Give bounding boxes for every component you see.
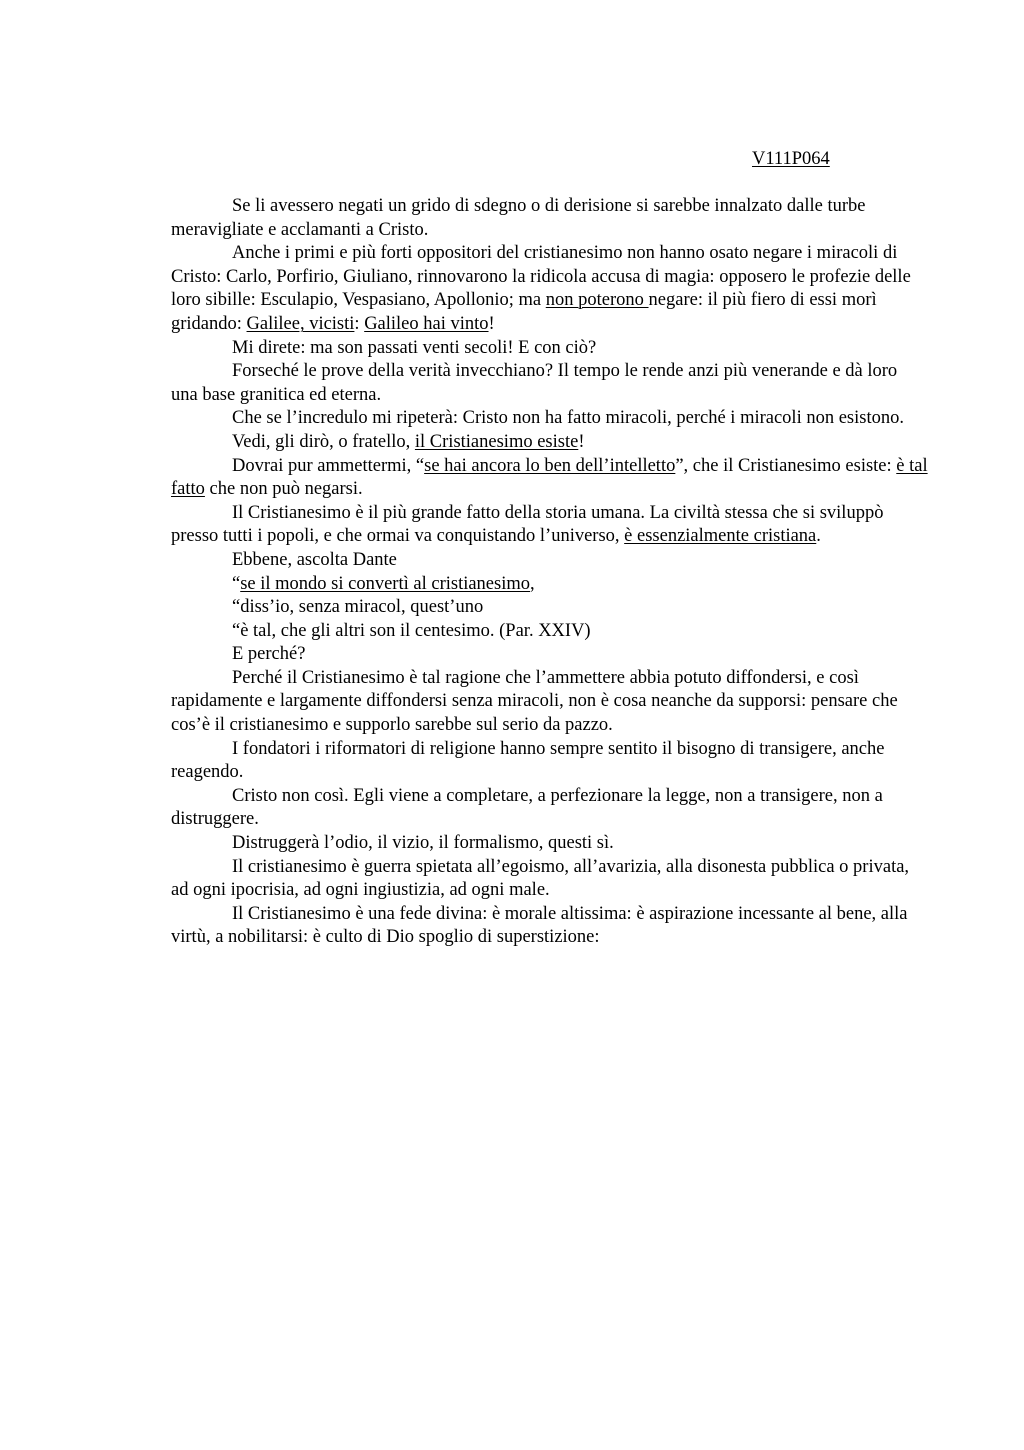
text-run: Vedi, gli dirò, o fratello,	[232, 431, 415, 452]
page-identifier: V111P064	[752, 149, 830, 169]
underlined-text: Galilee, vicisti	[246, 313, 355, 334]
body-text	[171, 195, 928, 950]
verse-line-2: “diss’io, senza miracol, quest’uno	[232, 597, 484, 618]
paragraph-14: Perché il Cristianesimo è tal ragione che l’ammettere abbia potuto diffondersi, e così rapidamente e largamente diffondersi senza miracoli, non è cosa neanche da supporsi: pensare che cos’è il cristianesimo e supporlo sarebbe sul serio da pazzo.	[171, 667, 898, 736]
underlined-text: Galileo hai vinto	[364, 313, 489, 334]
paragraph-18: Il cristianesimo è guerra spietata all’egoismo, all’avarizia, alla disonesta pubblica o privata, ad ogni ipocrisia, ad ogni ingiustizia, ad ogni male.	[171, 856, 910, 901]
paragraph-17: Distruggerà l’odio, il vizio, il formalismo, questi sì.	[232, 833, 614, 854]
text-run: !	[488, 313, 495, 334]
paragraph-15: I fondatori i riformatori di religione hanno sempre sentito il bisogno di transigere, anche reagendo.	[171, 738, 885, 783]
text-run: che non può negarsi.	[204, 479, 363, 500]
paragraph-8	[171, 502, 928, 549]
text-run: ,	[530, 573, 535, 594]
text-run: !	[578, 431, 585, 452]
paragraph-7	[171, 455, 928, 502]
text-run: .	[816, 526, 821, 547]
text-run: :	[354, 313, 365, 334]
text-run: Anche i primi e più forti oppositori del cristianesimo non hanno osato negare i miracoli di Cristo: Carlo, Porfirio, Giuliano, rinnovarono la ridicola accusa di magia: opposero le profezie delle loro sibille: Esculapio, Vespasiano, Apollonio; ma	[171, 243, 911, 311]
text-run: ”, che il Cristianesimo esiste:	[675, 455, 897, 476]
underlined-text: è essenzialmente cristiana	[624, 526, 817, 547]
paragraph-5: Che se l’incredulo mi ripeterà: Cristo non ha fatto miracoli, perché i miracoli non esistono.	[232, 408, 904, 429]
underlined-text: il Cristianesimo esiste	[414, 431, 579, 452]
text-run: Dovrai pur ammettermi, “	[232, 455, 425, 476]
paragraph-6	[171, 431, 928, 455]
paragraph-4: Forseché le prove della verità invecchiano? Il tempo le rende anzi più venerande e dà loro una base granitica ed eterna.	[171, 361, 898, 405]
paragraph-3: Mi direte: ma son passati venti secoli! E con ciò?	[232, 337, 597, 358]
paragraph-16: Cristo non così. Egli viene a completare, a perfezionare la legge, non a transigere, non a distruggere.	[171, 785, 883, 830]
paragraph-9: Ebbene, ascolta Dante	[232, 549, 397, 570]
text-run: negare: il più fiero di essi morì gridando:	[171, 290, 877, 334]
underlined-text: non poterono	[545, 290, 649, 311]
paragraph-1: Se li avessero negati un grido di sdegno o di derisione si sarebbe innalzato dalle turbe meravigliate e acclamanti a Cristo.	[171, 196, 866, 240]
underlined-text: se il mondo si convertì al cristianesimo	[240, 573, 530, 594]
paragraph-19: Il Cristianesimo è una fede divina: è morale altissima: è aspirazione incessante al bene, alla virtù, a nobilitarsi: è culto di Dio spoglio di superstizione:	[171, 903, 908, 948]
verse-line-1	[171, 573, 928, 597]
underlined-text: se hai ancora lo ben dell’intelletto	[424, 455, 676, 476]
underlined-text: è tal fatto	[171, 455, 928, 500]
paragraph-2	[171, 242, 928, 336]
text-run: Il Cristianesimo è il più grande fatto della storia umana. La civiltà stessa che si sviluppò presso tutti i popoli, e che ormai va conquistando l’universo,	[171, 502, 884, 547]
paragraph-13: E perché?	[232, 644, 306, 665]
verse-line-3: “è tal, che gli altri son il centesimo. (Par. XXIV)	[232, 620, 591, 641]
text-run: “	[232, 573, 241, 594]
